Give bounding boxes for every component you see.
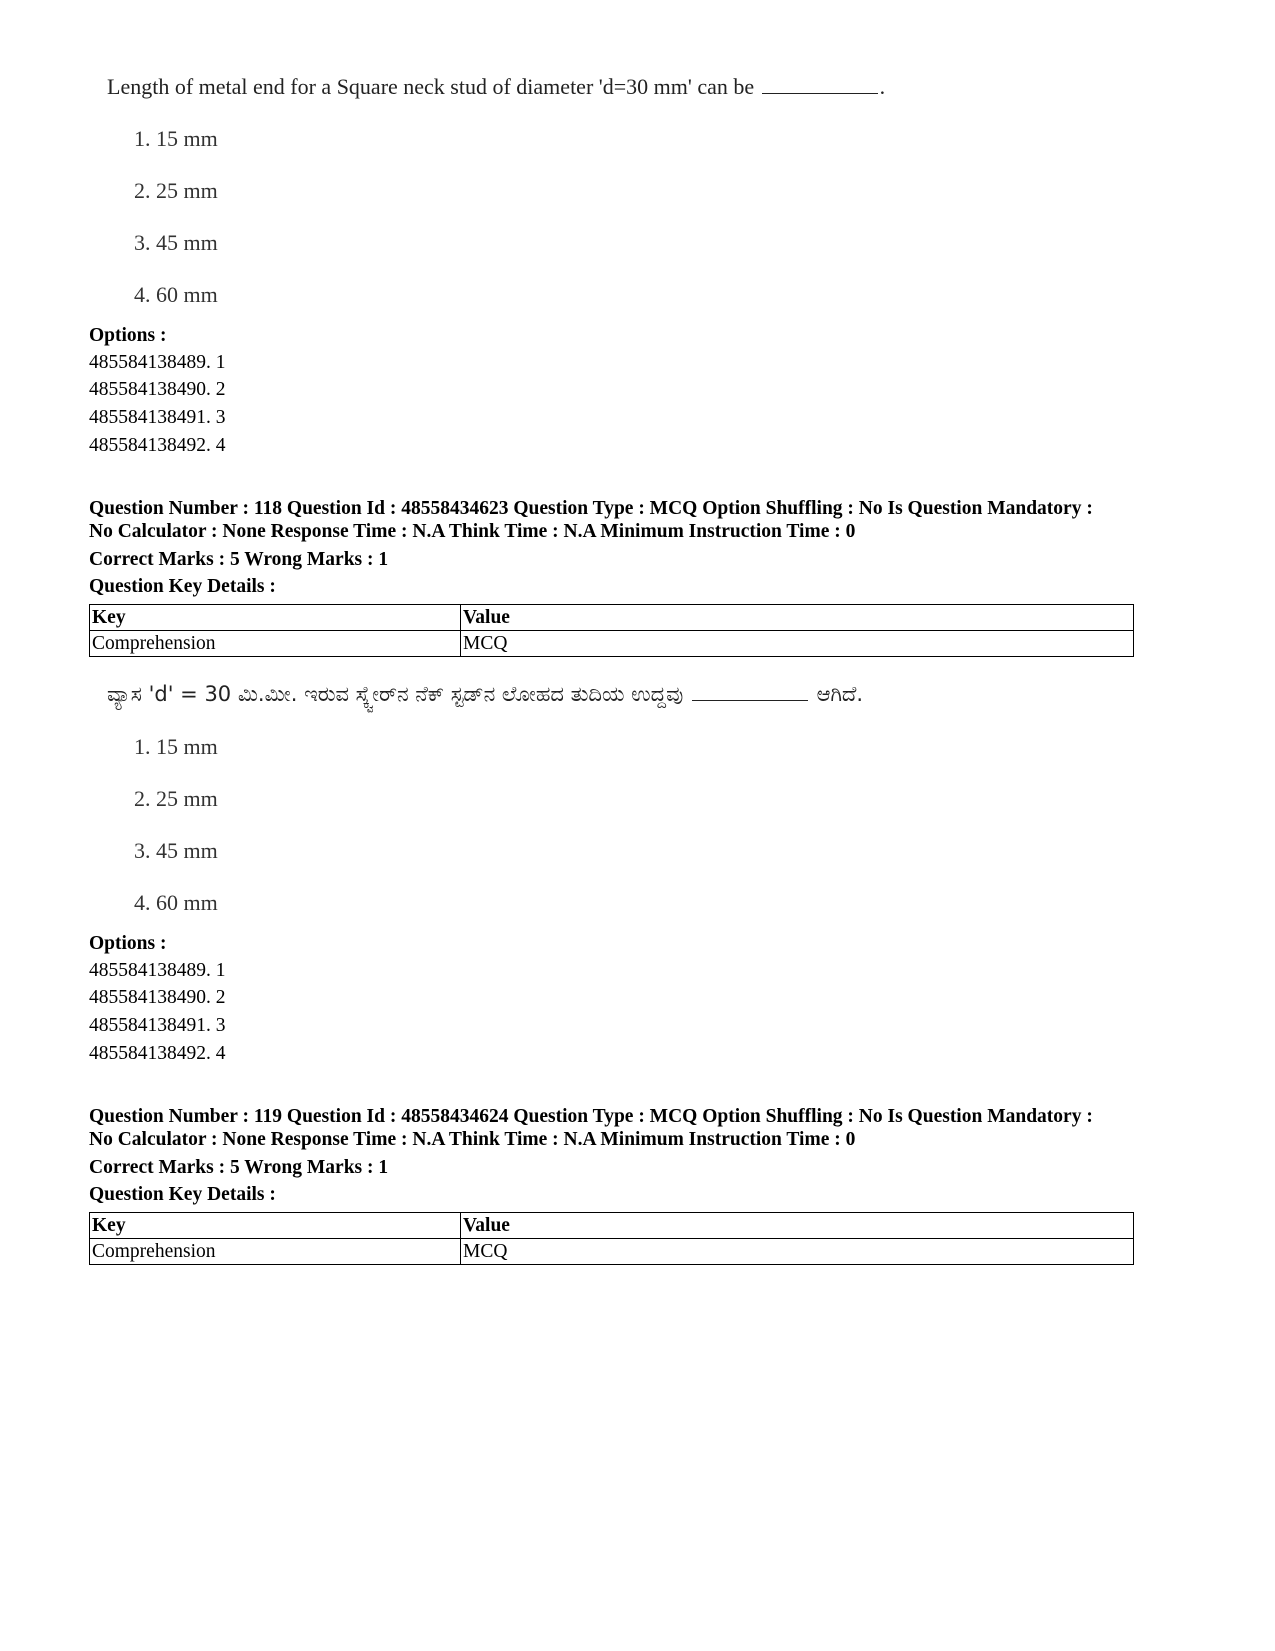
question-119-header-line1: Question Number : 119 Question Id : 48558434624 Question Type : MCQ Option Shuffling : No Is Question Mandatory : [89,1106,1093,1127]
question-119-marks: Correct Marks : 5 Wrong Marks : 1 [89,1157,389,1178]
choice-2: 2. 25 mm [134,178,218,203]
option-id-1: 485584138489. 1 [89,960,226,981]
question-text-english [107,74,885,100]
value-cell: MCQ [461,631,1134,657]
answer-blank [692,682,808,701]
value-cell: MCQ [461,1239,1134,1265]
choice-3: 3. 45 mm [134,230,218,255]
option-id-3: 485584138491. 3 [89,407,226,428]
options-label: Options : [89,933,167,954]
question-118-header-line2: No Calculator : None Response Time : N.A Think Time : N.A Minimum Instruction Time : 0 [89,521,856,542]
answer-blank [762,75,878,94]
choice-1: 1. 15 mm [134,126,218,151]
question-119-key-details-label: Question Key Details : [89,1184,276,1205]
question-text: Length of metal end for a Square neck stud of diameter 'd=30 mm' can be [107,74,755,99]
question-end: . [879,74,886,99]
choice-1: 1. 15 mm [134,734,218,759]
value-header: Value [461,1213,1134,1239]
choice-3: 3. 45 mm [134,838,218,863]
option-id-2: 485584138490. 2 [89,379,226,400]
option-id-3: 485584138491. 3 [89,1015,226,1036]
table-row [90,631,1134,657]
choice-4: 4. 60 mm [134,890,218,915]
table-header-row [90,605,1134,631]
option-id-1: 485584138489. 1 [89,352,226,373]
choice-4: 4. 60 mm [134,282,218,307]
question-118-marks: Correct Marks : 5 Wrong Marks : 1 [89,549,389,570]
question-119-header-line2: No Calculator : None Response Time : N.A Think Time : N.A Minimum Instruction Time : 0 [89,1129,856,1150]
choice-2: 2. 25 mm [134,786,218,811]
table-header-row [90,1213,1134,1239]
key-header: Key [90,605,461,631]
question-118-key-table [89,604,1134,657]
question-118-header-line1: Question Number : 118 Question Id : 48558434623 Question Type : MCQ Option Shuffling : No Is Question Mandatory : [89,498,1093,519]
option-id-2: 485584138490. 2 [89,987,226,1008]
question-119-key-table [89,1212,1134,1265]
options-label: Options : [89,325,167,346]
option-id-4: 485584138492. 4 [89,1043,226,1064]
question-text: ವ್ಯಾಸ 'd' = 30 ಮಿ.ಮೀ. ಇರುವ ಸ್ಕ್ವೇರ್‌ನ ನೆಕ್ ಸ್ಟಡ್‌ನ ಲೋಹದ ತುದಿಯ ಉದ್ದವು [107,682,684,706]
option-id-4: 485584138492. 4 [89,435,226,456]
key-cell: Comprehension [90,1239,461,1265]
question-118-key-details-label: Question Key Details : [89,576,276,597]
table-row [90,1239,1134,1265]
key-header: Key [90,1213,461,1239]
question-text-kannada [107,682,863,707]
key-cell: Comprehension [90,631,461,657]
value-header: Value [461,605,1134,631]
question-end: ಆಗಿದೆ. [816,682,864,706]
